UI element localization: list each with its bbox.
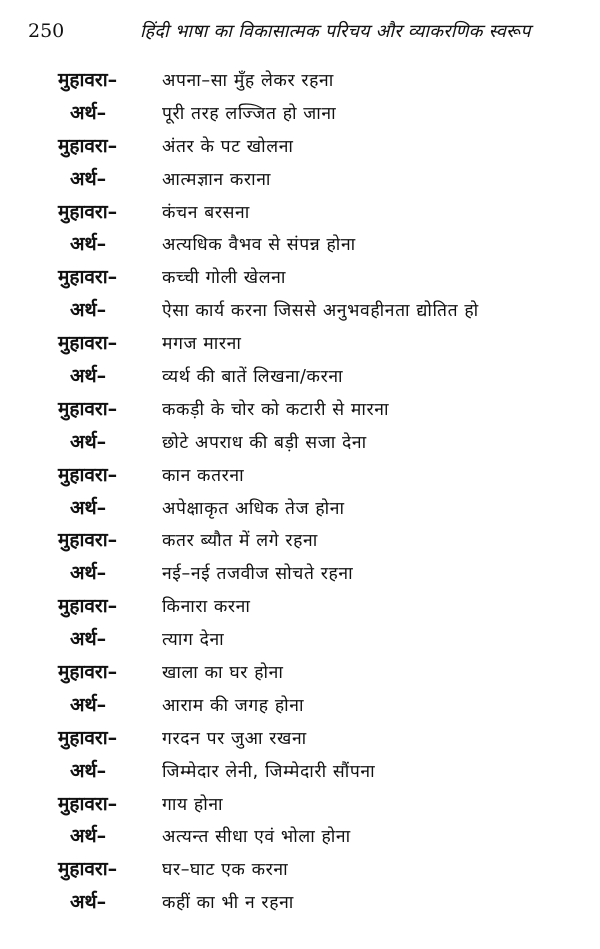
meaning-label: अर्थ– bbox=[70, 430, 107, 453]
meaning-row bbox=[58, 99, 588, 132]
page-header bbox=[12, 14, 588, 54]
meaning-row bbox=[58, 691, 588, 724]
idiom-row bbox=[58, 132, 588, 165]
idiom-label: मुहावरा– bbox=[58, 661, 118, 684]
idiom-text: मगज मारना bbox=[162, 334, 242, 355]
idiom-text: किनारा करना bbox=[162, 597, 251, 618]
idiom-label: मुहावरा– bbox=[58, 200, 118, 223]
meaning-text: छोटे अपराध की बड़ी सजा देना bbox=[162, 432, 367, 453]
idiom-text: ककड़ी के चोर को कटारी से मारना bbox=[162, 399, 390, 420]
meaning-text: ऐसा कार्य करना जिससे अनुभवहीनता द्योतित हो bbox=[162, 301, 479, 322]
idiom-label: मुहावरा– bbox=[58, 397, 118, 420]
page-number: 250 bbox=[28, 20, 65, 42]
idiom-label: मुहावरा– bbox=[58, 134, 118, 157]
idiom-text: गरदन पर जुआ रखना bbox=[162, 728, 307, 749]
idiom-label: मुहावरा– bbox=[58, 595, 118, 618]
idiom-text: खाला का घर होना bbox=[162, 663, 284, 684]
idiom-text: घर–घाट एक करना bbox=[162, 860, 289, 881]
meaning-row bbox=[58, 230, 588, 263]
meaning-text: आत्मज्ञान कराना bbox=[162, 169, 272, 190]
idiom-row bbox=[58, 658, 588, 691]
meaning-label: अर्थ– bbox=[70, 167, 107, 190]
idiom-list bbox=[58, 66, 588, 921]
idiom-label: मुहावरा– bbox=[58, 726, 118, 749]
meaning-text: आराम की जगह होना bbox=[162, 695, 305, 716]
meaning-text: पूरी तरह लज्जित हो जाना bbox=[162, 103, 337, 124]
meaning-label: अर्थ– bbox=[70, 891, 107, 914]
meaning-label: अर्थ– bbox=[70, 299, 107, 322]
meaning-text: जिम्मेदार लेनी, जिम्मेदारी सौंपना bbox=[162, 761, 376, 782]
idiom-text: कच्ची गोली खेलना bbox=[162, 268, 287, 289]
meaning-text: त्याग देना bbox=[162, 630, 225, 651]
idiom-label: मुहावरा– bbox=[58, 858, 118, 881]
idiom-label: मुहावरा– bbox=[58, 266, 118, 289]
meaning-label: अर्थ– bbox=[70, 496, 107, 519]
idiom-label: मुहावरा– bbox=[58, 69, 118, 91]
idiom-text: कान कतरना bbox=[162, 465, 245, 486]
meaning-row bbox=[58, 362, 588, 395]
idiom-text: गाय होना bbox=[162, 794, 224, 815]
meaning-text: अपेक्षाकृत अधिक तेज होना bbox=[162, 498, 345, 519]
meaning-text: व्यर्थ की बातें लिखना/करना bbox=[162, 367, 344, 388]
idiom-row bbox=[58, 263, 588, 296]
meaning-label: अर्थ– bbox=[70, 233, 107, 256]
idiom-row bbox=[58, 526, 588, 559]
meaning-label: अर्थ– bbox=[70, 825, 107, 848]
idiom-row bbox=[58, 66, 588, 99]
meaning-row bbox=[58, 822, 588, 855]
meaning-label: अर्थ– bbox=[70, 101, 107, 124]
meaning-row bbox=[58, 296, 588, 329]
idiom-text: अपना–सा मुँह लेकर रहना bbox=[162, 71, 334, 91]
meaning-label: अर्थ– bbox=[70, 365, 107, 388]
meaning-text: अत्यन्त सीधा एवं भोला होना bbox=[162, 827, 351, 848]
meaning-label: अर्थ– bbox=[70, 628, 107, 651]
meaning-text: अत्यधिक वैभव से संपन्न होना bbox=[162, 235, 356, 256]
running-title: हिंदी भाषा का विकासात्मक परिचय और व्याकरणिक स्वरूप bbox=[140, 21, 531, 42]
meaning-label: अर्थ– bbox=[70, 693, 107, 716]
meaning-label: अर्थ– bbox=[70, 562, 107, 585]
meaning-row bbox=[58, 494, 588, 527]
idiom-row bbox=[58, 592, 588, 625]
idiom-text: कतर ब्यौत में लगे रहना bbox=[162, 531, 318, 552]
meaning-row bbox=[58, 757, 588, 790]
idiom-label: मुहावरा– bbox=[58, 529, 118, 552]
meaning-row bbox=[58, 428, 588, 461]
idiom-row bbox=[58, 395, 588, 428]
idiom-label: मुहावरा– bbox=[58, 332, 118, 355]
meaning-text: नई–नई तजवीज सोचते रहना bbox=[162, 564, 354, 585]
idiom-row bbox=[58, 790, 588, 823]
idiom-text: अंतर के पट खोलना bbox=[162, 136, 294, 157]
meaning-text: कहीं का भी न रहना bbox=[162, 893, 294, 914]
meaning-row bbox=[58, 559, 588, 592]
idiom-row bbox=[58, 329, 588, 362]
meaning-row bbox=[58, 625, 588, 658]
idiom-row bbox=[58, 855, 588, 888]
idiom-text: कंचन बरसना bbox=[162, 202, 250, 223]
idiom-label: मुहावरा– bbox=[58, 792, 118, 815]
idiom-label: मुहावरा– bbox=[58, 463, 118, 486]
meaning-label: अर्थ– bbox=[70, 759, 107, 782]
idiom-row bbox=[58, 461, 588, 494]
idiom-row bbox=[58, 198, 588, 231]
idiom-row bbox=[58, 724, 588, 757]
meaning-row bbox=[58, 888, 588, 921]
meaning-row bbox=[58, 165, 588, 198]
